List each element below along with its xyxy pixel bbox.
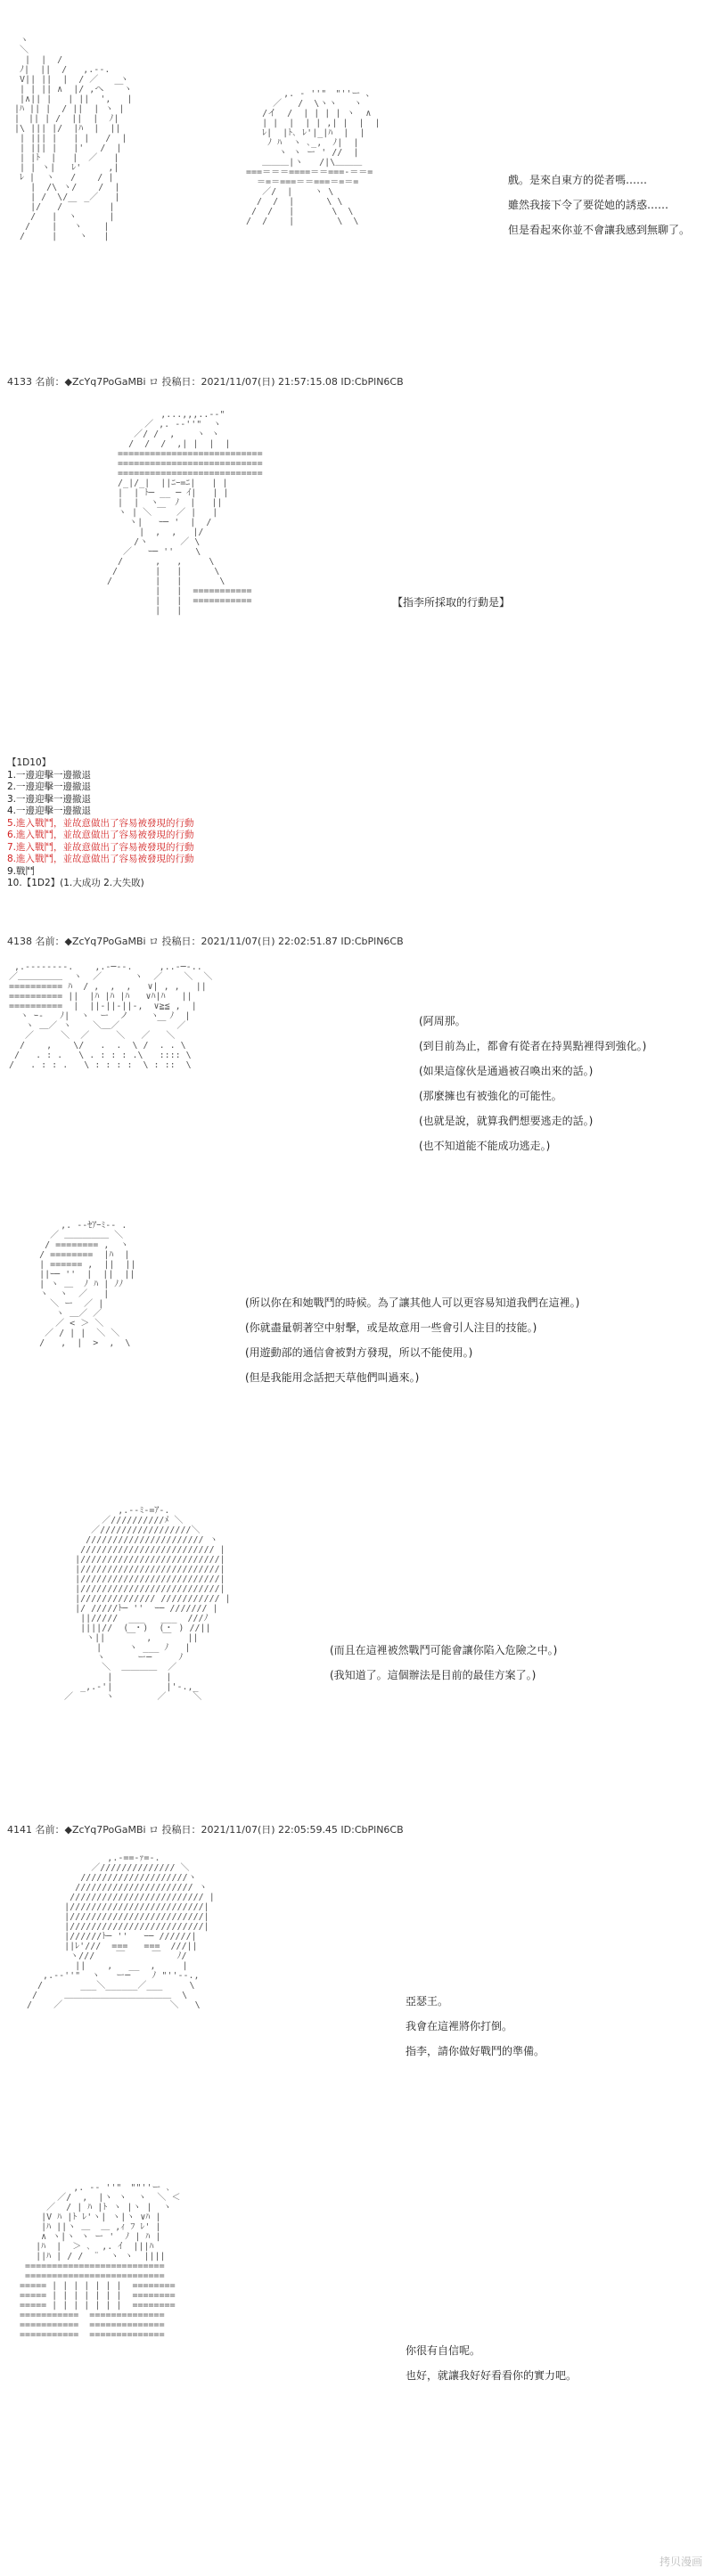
dialog-line: (你就盡量朝著空中射擊，或是故意用一些會引人注目的技能。) bbox=[245, 1321, 537, 1334]
dialog-line: 但是看起來你並不會讓我感到無聊了。 bbox=[508, 224, 691, 236]
dialog-line: 你很有自信呢。 bbox=[406, 2344, 481, 2357]
choice-item: 10.【1D2】(1.大成功 2.大失敗) bbox=[7, 878, 144, 888]
panel-3 bbox=[0, 945, 713, 1158]
ascii-art-figure-right: ,. ‐ ''"￣"''ー 、 ／ / \ヽヽ ヽ /イ / | | | | ヽ ∧ | | | | | ,| | | | ﾚ| |ﾄ､ ﾚ'|_|ﾊ | | ﾉ ﾊ ヽ ､_, ﾉ| | ヽ ヽ ー ' // | ＿＿＿|ヽ /|\＿＿＿ ===＝＝＝====＝＝===-＝＝= ＝=＝===＝＝===＝=＝= ／/ | ヽ \ / / | \ \ / / | \ \ / / | \ \ bbox=[246, 89, 381, 226]
panel-2 bbox=[0, 392, 713, 927]
dialog-line: 我會在這裡將你打倒。 bbox=[406, 2020, 513, 2032]
dialog-line: 亞瑟王。 bbox=[406, 1995, 449, 2008]
dialog-line: (也就是說，就算我們想要逃走的話。) bbox=[419, 1115, 594, 1127]
ascii-art-heroes: ,.--‐‐‐‐--. ,.-─--. ,..-─-.. ／＿＿＿＿＿ ヽ ／ ヽ ／ ＼ ＼ ========== ﾊ / , , , ∨| , , || ========== || |ﾊ |ﾊ |ﾊ ∨ﾊ|ﾊ || ========== | ||-||-||-, ∨≧≦ , | ヽ ｰ- ﾉ| ヽ ー ノ ヽ ﾉ | ヽ ＿／ ヽ ＼＿／ ￣ ／ ／ ＼ ／ ＼ ／ ＼ / , \/ . . \ / . . \ / . : . \ . : : : .\ :::: \ / . : : . \ : : : : \ : :: \ bbox=[9, 962, 213, 1070]
dialog-line: 雖然我接下令了要從她的誘惑…… bbox=[508, 199, 669, 211]
choice-list bbox=[7, 757, 194, 890]
ascii-art-boy: ,. --ｾｱｰﾐ-- . ／ ＿＿＿＿＿ ＼ / ======== , ヽ / ======== |ﾊ | | ====== , || || ||ｰ─ '' | || || | ヽ ＿ ﾉ ﾊ | ﾉﾉ ヽ ヽ ／ | ＼ ー ／ | ヽ ＿／ ／ ／ < ＞ ＼ ／ / | | ＼ ＼ / , | > , \ bbox=[39, 1221, 136, 1348]
choice-item: 2.一邊迎擊一邊撤退 bbox=[7, 781, 92, 792]
dialog-line: 也好，就讓我好好看看你的實力吧。 bbox=[406, 2369, 578, 2382]
choice-item-highlight: 8.進入戰鬥，並故意做出了容易被發現的行動 bbox=[7, 854, 194, 864]
watermark-logo: 拷贝漫画 bbox=[659, 2556, 702, 2568]
panel-5 bbox=[0, 1452, 713, 1818]
ascii-art-hooded-figure: ,.-==-ｧ=-. ／////////////// ＼ ////////////////////ヽ ////////////////////// ヽ ///////////////////////// | |/////////////////////////| |/////////////////////////| |/////////////////////////| |//////ﾄ─ '' ｰ─ //////| ||ﾚ'/// === === ///|| ヽ/// ￣ ￣ ﾉ/ || , __ , | ,.-‐''" ヽ ー─ ﾉ "''‐-., / ___＼______／___ \ / ＿＿＿＿＿＿＿＿＿＿＿＿ \ / ／ ＼ \ bbox=[27, 1853, 215, 2010]
choice-item-highlight: 6.進入戰鬥，並故意做出了容易被發現的行動 bbox=[7, 830, 194, 840]
dialog-line: (也不知道能不能成功逃走。) bbox=[419, 1140, 551, 1152]
dialog-line: (而且在這裡被然戰鬥可能會讓你陷入危險之中。) bbox=[330, 1644, 558, 1656]
choice-item: 1.一邊迎擊一邊撤退 bbox=[7, 769, 92, 781]
dialog-line: (但是我能用念話把天草他們叫過來。) bbox=[245, 1371, 420, 1384]
panel-7-dialog bbox=[406, 2338, 577, 2388]
dialog-line: (那麼擁也有被強化的可能性。 bbox=[419, 1090, 562, 1102]
choice-item-highlight: 5.進入戰鬥，並故意做出了容易被發現的行動 bbox=[7, 817, 194, 829]
dialog-line: (用遊動部的通信會被對方發現，所以不能使用。) bbox=[245, 1346, 473, 1359]
dialog-line: (所以你在和她戰鬥的時候。為了讓其他人可以更容易知道我們在這裡。) bbox=[245, 1296, 580, 1309]
post-header-4141: 4141 名前：◆ZcYq7PoGaMBi ロ 投稿日：2021/11/07(日) 22:05:59.45 ID:CbPlN6CB bbox=[7, 1824, 404, 1836]
panel-5-dialog bbox=[330, 1638, 557, 1688]
choice-item: 4.一邊迎擊一邊撤退 bbox=[7, 806, 92, 816]
dialog-line: (阿周那。 bbox=[419, 1015, 466, 1027]
ascii-art-character-shaded: ,...,,,..-‐" ／ ,. -‐''" ヽ ／/ / , ヽ ヽ / / / ,| | | | =========================== =========================== =========================== /_|/_| ||ﾆｰ=ﾆ| | | | | ﾄ─ __ ─ ｲ| | | | | ヽ ﾉ | || ヽ | ＼ ￣ ／ | | ヽ| ｰ─ ' | / | , , |/ /ヽ ／ \ ／ ｰ─ '' \ / , , \ / | | \ / | | \ | | =========== | | =========== | | bbox=[107, 410, 263, 616]
panel-3-dialog bbox=[419, 1009, 646, 1158]
post-header-4133: 4133 名前：◆ZcYq7PoGaMBi ロ 投稿日：2021/11/07(日) 21:57:15.08 ID:CbPlN6CB bbox=[7, 376, 404, 388]
panel-7 bbox=[0, 2156, 713, 2576]
panel-6 bbox=[0, 1836, 713, 2156]
choice-item-highlight: 7.進入戰鬥，並故意做出了容易被發現的行動 bbox=[7, 841, 194, 853]
dialog-line: (我知道了。這個辦法是目前的最佳方案了。) bbox=[330, 1669, 537, 1681]
panel-6-dialog bbox=[406, 1989, 545, 2064]
dialog-line: (如果這傢伙是通過被召喚出來的話。) bbox=[419, 1065, 594, 1077]
panel-4 bbox=[0, 1158, 713, 1452]
choice-list-title: 【1D10】 bbox=[7, 757, 52, 768]
dialog-line: 指李，請你做好戰鬥的準備。 bbox=[406, 2045, 545, 2057]
choice-item: 3.一邊迎擊一邊撤退 bbox=[7, 793, 92, 805]
choice-item: 9.戰鬥 bbox=[7, 865, 36, 877]
dialog-line: (到目前為止，都會有從者在持異點裡得到強化。) bbox=[419, 1040, 647, 1052]
panel-4-dialog bbox=[245, 1290, 579, 1390]
panel-2-caption: 【指李所採取的行動是】 bbox=[392, 596, 511, 609]
dialog-line: 戲。是來自東方的從者嗎…… bbox=[508, 174, 648, 186]
panel-1-dialog bbox=[508, 168, 690, 242]
ascii-art-figure-left: ヽ ＼ | | / ﾉ| || / ,.--. V|| || | / ／ ヽ | | || ∧ |/ ,へ ￣ヽ |∧|| | | || ', | |ﾊ || | / || | ヽ | | || | / || | ﾉ| |\ ||| |/ |ﾊ | || | ||| | | | / | | ||| | |' / | | |ﾄ | | ／ | | | ヽ| ﾚ' ,| ﾚ | ヽ / / | | /\ ヽ/ / | | / \/ _／ | |/ / ￣ | / | ヽ | / | ヽ | / | ヽ | bbox=[14, 36, 133, 241]
ascii-art-armored-knight: ,. -‐ ''"￣""''ー ､ ／/ , |ヽ ヽ ヽ ＼ ＜ ／ / | ﾊ |ﾄ ヽ |ヽ | ヽ |V ﾊ |ﾄ ﾚ'ヽ| ヽ|ヽ ∨ﾊ | |ﾊ ||ヽ ＿ ＿ ,ｨ ﾌ ﾚ' | ∧ ヽ|ヽ ヽ ー ' ﾉ | ﾊ | |ﾊ | ＞ ､ ,. ｲ |||ﾊ ||ﾊ | / / ¨ ヽ ヽ |||| ========================== ========================== ===== | | | | | | | ======== ===== | | | | | | | ======== ===== | | | | | | | ======== =========== ============== =========== ============== =========== ============== bbox=[20, 2183, 181, 2340]
panel-1 bbox=[0, 0, 713, 392]
post-header-4138: 4138 名前：◆ZcYq7PoGaMBi ロ 投稿日：2021/11/07(日) 22:02:51.87 ID:CbPlN6CB bbox=[7, 936, 404, 947]
ascii-art-hair-closeup: ,.-‐ﾐ-=ｱ-. ／//////////ﾒ ＼ ／/////////////////＼ ////////////////////// ヽ ///////////////////////// | |//////////////////////////| |//////////////////////////| |//////////////////////////| |//////////////////////////| |////////////// /////////// | |/ /////ﾄ─ '' ｰ─ /////// | ||///// ___ ___ ///ﾉ ||||// ( ・) (・ ) //|| ヽ|| ￣ , ￣ || | ヽ ___ ﾉ | ヽ ー─ ﾉ ＼ ＿＿＿＿ ／ | | _,.‐'| |'‐.,_ ／ ヽ ／ ＼ bbox=[64, 1506, 231, 1702]
